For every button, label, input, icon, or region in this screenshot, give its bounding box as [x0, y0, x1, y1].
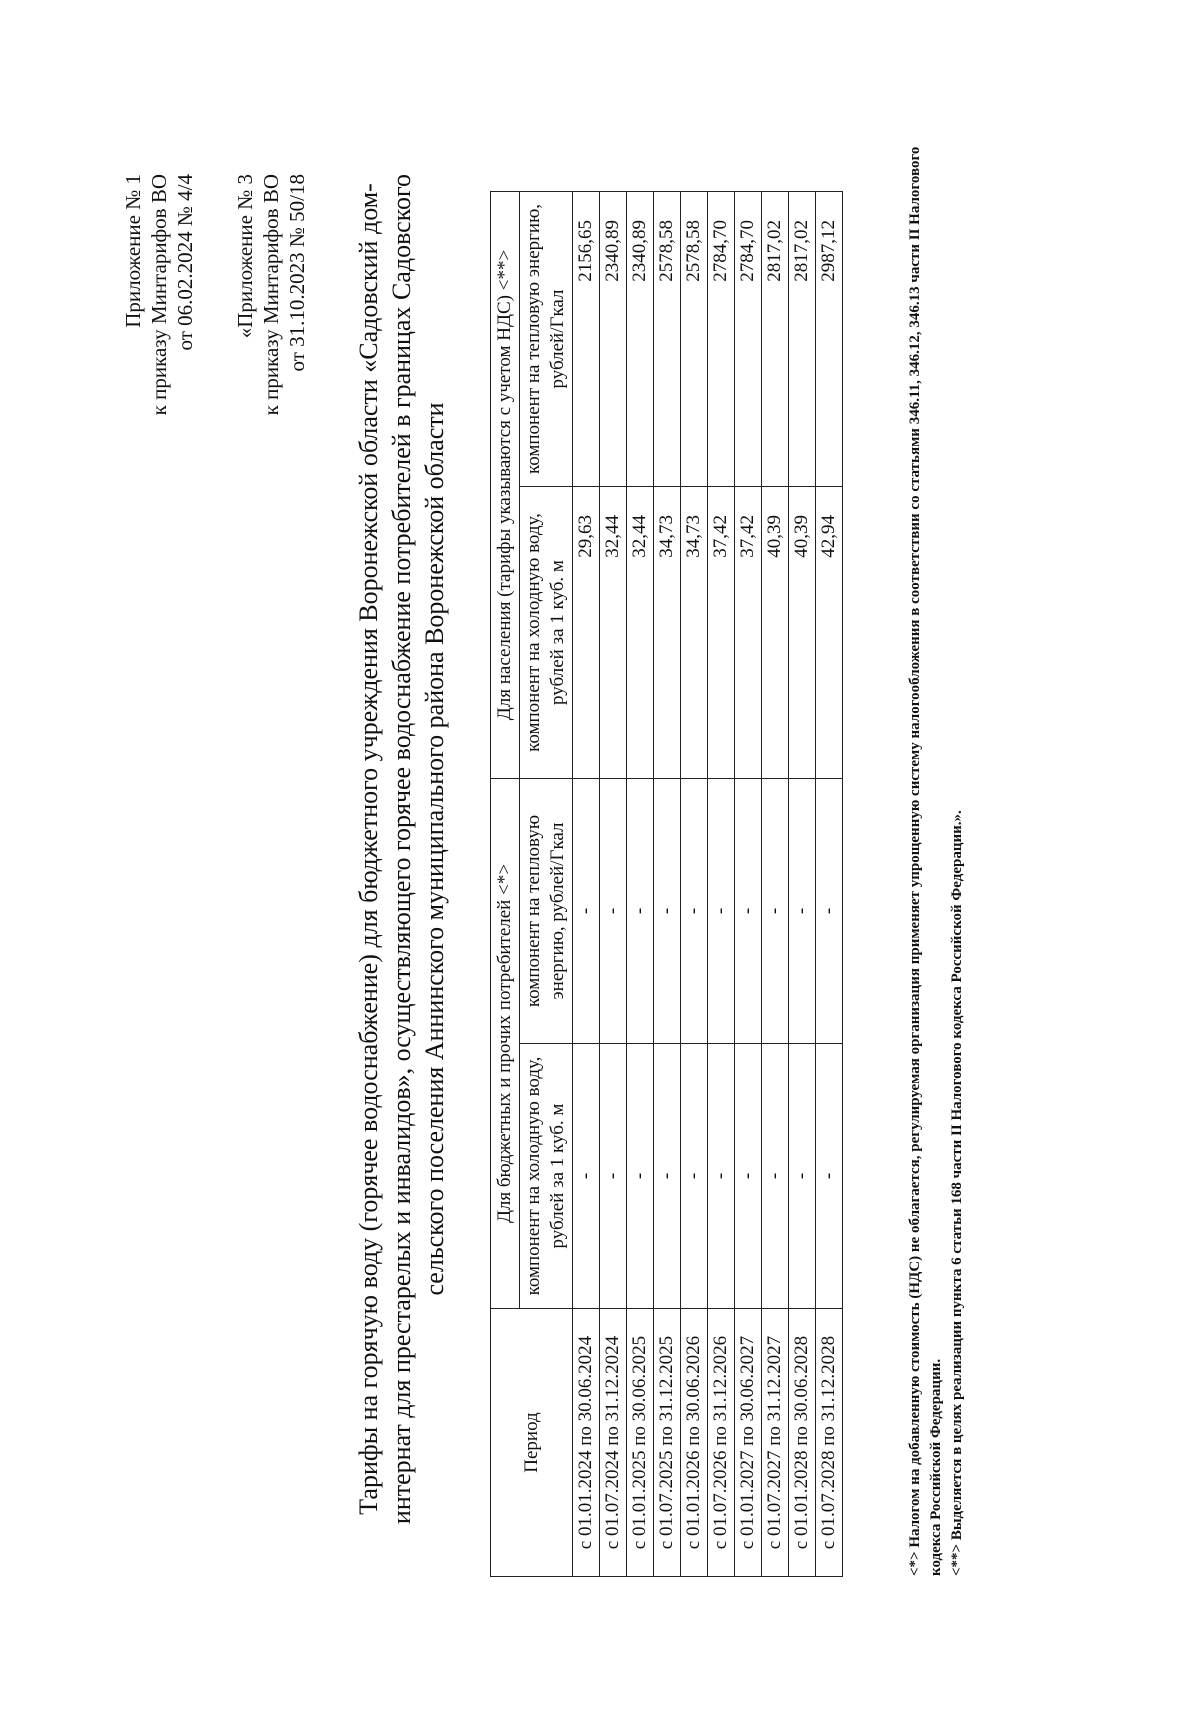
population-thermal-energy-cell: 2817,02 — [789, 192, 816, 487]
budget-thermal-energy-cell: - — [735, 779, 762, 1044]
period-cell: с 01.01.2027 по 30.06.2027 — [735, 1309, 762, 1577]
population-cold-water-cell: 37,42 — [735, 487, 762, 779]
period-cell: с 01.01.2024 по 30.06.2024 — [573, 1309, 600, 1577]
tariff-table — [490, 191, 843, 1577]
period-cell: с 01.07.2026 по 31.12.2026 — [708, 1309, 735, 1577]
budget-cold-water-cell: - — [735, 1044, 762, 1309]
population-cold-water-cell: 32,44 — [627, 487, 654, 779]
previous-appendix-order-date: от 31.10.2023 № 50/18 — [285, 174, 309, 372]
budget-thermal-energy-cell: - — [708, 779, 735, 1044]
budget-cold-water-cell: - — [816, 1044, 843, 1309]
period-column-header: Период — [491, 1309, 573, 1577]
table-row — [708, 192, 735, 1577]
budget-cold-water-cell: - — [708, 1044, 735, 1309]
footnote-population: <**> Выделяется в целях реализации пункта 6 статьи 168 части II Налогового кодекса Российской Федерации.». — [949, 810, 965, 1576]
budget-thermal-energy-header: компонент на тепловую энергию, рублей/Гкал — [520, 779, 573, 1044]
table-row — [573, 192, 600, 1577]
population-cold-water-cell: 32,44 — [600, 487, 627, 779]
budget-thermal-energy-cell: - — [762, 779, 789, 1044]
population-cold-water-cell: 29,63 — [573, 487, 600, 779]
table-row — [816, 192, 843, 1577]
population-thermal-energy-cell: 2784,70 — [708, 192, 735, 487]
population-thermal-energy-cell: 2817,02 — [762, 192, 789, 487]
population-thermal-energy-cell: 2156,65 — [573, 192, 600, 487]
table-header-row — [491, 192, 520, 1577]
budget-cold-water-cell: - — [654, 1044, 681, 1309]
population-thermal-energy-cell: 2340,89 — [627, 192, 654, 487]
period-cell: с 01.01.2026 по 30.06.2026 — [681, 1309, 708, 1577]
document-title — [352, 109, 451, 1589]
budget-cold-water-cell: - — [573, 1044, 600, 1309]
budget-thermal-energy-cell: - — [816, 779, 843, 1044]
period-cell: с 01.01.2028 по 30.06.2028 — [789, 1309, 816, 1577]
period-cell: с 01.07.2024 по 31.12.2024 — [600, 1309, 627, 1577]
population-cold-water-cell: 40,39 — [762, 487, 789, 779]
appendix-order-ref: к приказу Минтарифов ВО — [147, 174, 171, 416]
period-cell: с 01.07.2027 по 31.12.2027 — [762, 1309, 789, 1577]
budget-thermal-energy-cell: - — [681, 779, 708, 1044]
table-row — [681, 192, 708, 1577]
budget-consumers-header: Для бюджетных и прочих потребителей <*> — [491, 779, 520, 1309]
table-row — [654, 192, 681, 1577]
footnote-vat: <*> Налогом на добавленную стоимость (НДС) не облагается, регулируемая организация применяет упрощенную систему налогообложения в соответствии со статьями 346.11, 346.12, 346.13 части II Налогового кодекса Российской Федерации. — [907, 146, 944, 1576]
title-line-2: интернат для престарелых и инвалидов», осуществляющего горячее водоснабжение потребителей в границах Садовского — [387, 173, 416, 1525]
population-thermal-energy-cell: 2578,58 — [654, 192, 681, 487]
previous-appendix-number: «Приложение № 3 — [233, 174, 257, 339]
budget-cold-water-header: компонент на холодную воду, рублей за 1 куб. м — [520, 1044, 573, 1309]
period-cell: с 01.01.2025 по 30.06.2025 — [627, 1309, 654, 1577]
population-thermal-energy-cell: 2987,12 — [816, 192, 843, 487]
previous-appendix-order-ref: к приказу Минтарифов ВО — [259, 174, 283, 416]
population-thermal-energy-cell: 2784,70 — [735, 192, 762, 487]
population-cold-water-cell: 34,73 — [681, 487, 708, 779]
period-cell: с 01.07.2025 по 31.12.2025 — [654, 1309, 681, 1577]
budget-thermal-energy-cell: - — [789, 779, 816, 1044]
population-header: Для населения (тарифы указываются с учетом НДС) <**> — [491, 192, 520, 779]
population-cold-water-cell: 37,42 — [708, 487, 735, 779]
previous-appendix-header — [232, 174, 310, 574]
title-line-1: Тарифы на горячую воду (горячее водоснабжение) для бюджетного учреждения Воронежской области «Садовский дом- — [354, 183, 383, 1515]
table-row — [789, 192, 816, 1577]
appendix-header — [120, 174, 198, 574]
population-cold-water-cell: 34,73 — [654, 487, 681, 779]
appendix-order-date: от 06.02.2024 № 4/4 — [173, 174, 197, 351]
table-row — [735, 192, 762, 1577]
table-row — [627, 192, 654, 1577]
population-cold-water-cell: 42,94 — [816, 487, 843, 779]
budget-cold-water-cell: - — [789, 1044, 816, 1309]
budget-cold-water-cell: - — [627, 1044, 654, 1309]
budget-thermal-energy-cell: - — [600, 779, 627, 1044]
population-thermal-energy-cell: 2578,58 — [681, 192, 708, 487]
budget-thermal-energy-cell: - — [627, 779, 654, 1044]
budget-cold-water-cell: - — [681, 1044, 708, 1309]
period-cell: с 01.07.2028 по 31.12.2028 — [816, 1309, 843, 1577]
table-row — [600, 192, 627, 1577]
population-cold-water-header: компонент на холодную воду, рублей за 1 куб. м — [520, 487, 573, 779]
appendix-number: Приложение № 1 — [121, 174, 145, 328]
table-row — [762, 192, 789, 1577]
budget-cold-water-cell: - — [762, 1044, 789, 1309]
population-thermal-energy-cell: 2340,89 — [600, 192, 627, 487]
footnotes — [905, 116, 968, 1576]
population-thermal-energy-header: компонент на тепловую энергию, рублей/Гкал — [520, 192, 573, 487]
budget-thermal-energy-cell: - — [573, 779, 600, 1044]
budget-cold-water-cell: - — [600, 1044, 627, 1309]
title-line-3: сельского поселения Аннинского муниципального района Воронежской области — [420, 402, 449, 1296]
budget-thermal-energy-cell: - — [654, 779, 681, 1044]
population-cold-water-cell: 40,39 — [789, 487, 816, 779]
